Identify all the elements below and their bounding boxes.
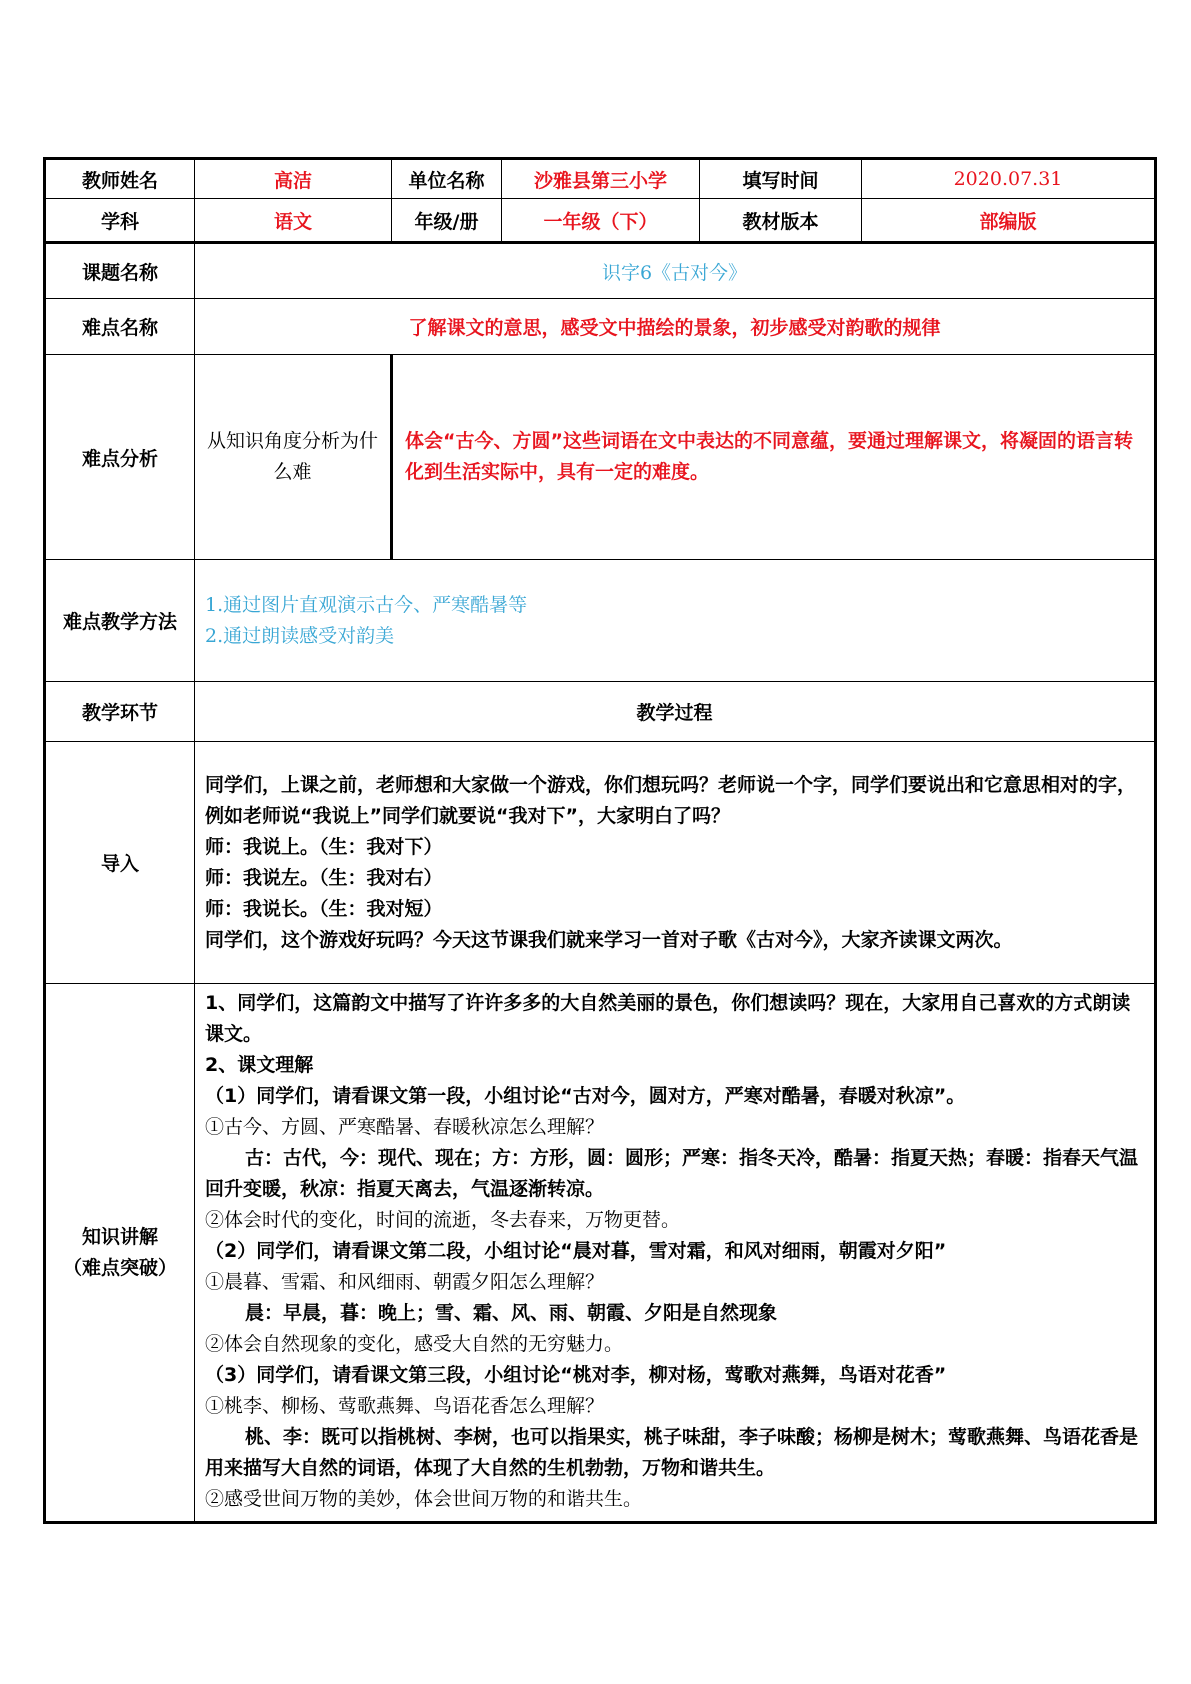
unit-value: 沙雅县第三小学 (502, 159, 700, 199)
grade-value: 一年级（下） (502, 199, 700, 243)
knowledge-line-12: ①桃李、柳杨、莺歌燕舞、鸟语花香怎么理解？ (205, 1395, 605, 1417)
analysis-sub-label: 从知识角度分析为什么难 (195, 355, 392, 560)
knowledge-label (45, 984, 195, 1523)
topic-label: 课题名称 (45, 243, 195, 299)
intro-row (45, 742, 1156, 984)
knowledge-line-10: ②体会自然现象的变化，感受大自然的无穷魅力。 (205, 1333, 624, 1355)
method-item-2: 2.通过朗读感受对韵美 (205, 624, 395, 647)
knowledge-row (45, 984, 1156, 1523)
analysis-value: 体会“古今、方圆”这些词语在文中表达的不同意蕴，要通过理解课文，将凝固的语言转化到生活实际中，具有一定的难度。 (392, 355, 1156, 560)
method-label: 难点教学方法 (45, 560, 195, 682)
intro-label: 导入 (45, 742, 195, 984)
method-row (45, 560, 1156, 682)
topic-row (45, 243, 1156, 299)
knowledge-line-7: （2）同学们，请看课文第二段，小组讨论“晨对暮，雪对霜，和风对细雨，朝霞对夕阳” (205, 1240, 947, 1262)
knowledge-line-11: （3）同学们，请看课文第三段，小组讨论“桃对李，柳对杨，莺歌对燕舞，鸟语对花香” (205, 1364, 947, 1386)
difficulty-row (45, 299, 1156, 355)
process-header-row (45, 682, 1156, 742)
intro-line-1: 同学们，上课之前，老师想和大家做一个游戏，你们想玩吗？老师说一个字，同学们要说出和它意思相对的字，例如老师说“我说上”同学们就要说“我对下”，大家明白了吗？ (205, 773, 1137, 827)
analysis-row (45, 355, 1156, 560)
intro-line-2: 师：我说上。（生：我对下） (205, 835, 443, 858)
date-label: 填写时间 (700, 159, 862, 199)
knowledge-content (195, 984, 1156, 1523)
intro-line-3: 师：我说左。（生：我对右） (205, 866, 443, 889)
intro-line-5: 同学们，这个游戏好玩吗？今天这节课我们就来学习一首对子歌《古对今》，大家齐读课文两次。 (205, 928, 1013, 951)
process-stage-label: 教学环节 (45, 682, 195, 742)
edition-value: 部编版 (862, 199, 1156, 243)
teacher-value: 高洁 (195, 159, 392, 199)
knowledge-line-6: ②体会时代的变化，时间的流逝，冬去春来，万物更替。 (205, 1209, 681, 1231)
header-row-2 (45, 199, 1156, 243)
process-title: 教学过程 (195, 682, 1156, 742)
subject-value: 语文 (195, 199, 392, 243)
header-row-1 (45, 159, 1156, 199)
knowledge-line-3: （1）同学们，请看课文第一段，小组讨论“古对今，圆对方，严寒对酷暑，春暖对秋凉”。 (205, 1085, 966, 1107)
knowledge-line-13: 桃、李：既可以指桃树、李树，也可以指果实，桃子味甜，李子味酸；杨柳是树木；莺歌燕舞、鸟语花香是用来描写大自然的词语，体现了大自然的生机勃勃，万物和谐共生。 (205, 1426, 1139, 1479)
knowledge-line-2: 2、课文理解 (205, 1054, 314, 1076)
intro-content (195, 742, 1156, 984)
teacher-label: 教师姓名 (45, 159, 195, 199)
subject-label: 学科 (45, 199, 195, 243)
lesson-plan (43, 157, 1154, 1524)
knowledge-line-8: ①晨暮、雪霜、和风细雨、朝霞夕阳怎么理解？ (205, 1271, 605, 1293)
lesson-plan-table (43, 157, 1157, 1524)
knowledge-label-2: （难点突破） (62, 1256, 177, 1279)
knowledge-line-4: ①古今、方圆、严寒酷暑、春暖秋凉怎么理解？ (205, 1116, 605, 1138)
analysis-label: 难点分析 (45, 355, 195, 560)
knowledge-label-1: 知识讲解 (81, 1225, 158, 1248)
method-item-1: 1.通过图片直观演示古今、严寒酷暑等 (205, 593, 528, 616)
intro-line-4: 师：我说长。（生：我对短） (205, 897, 443, 920)
knowledge-line-14: ②感受世间万物的美妙，体会世间万物的和谐共生。 (205, 1488, 643, 1510)
topic-value: 识字6《古对今》 (195, 243, 1156, 299)
date-value: 2020.07.31 (862, 159, 1156, 199)
knowledge-line-1: 1、同学们，这篇韵文中描写了许许多多的大自然美丽的景色，你们想读吗？现在，大家用自己喜欢的方式朗读课文。 (205, 992, 1131, 1045)
knowledge-line-5: 古：古代，今：现代、现在；方：方形，圆：圆形；严寒：指冬天冷，酷暑：指夏天热；春暖：指春天气温回升变暖，秋凉：指夏天离去，气温逐渐转凉。 (205, 1147, 1139, 1200)
edition-label: 教材版本 (700, 199, 862, 243)
method-items (195, 560, 1156, 682)
unit-label: 单位名称 (392, 159, 502, 199)
difficulty-label: 难点名称 (45, 299, 195, 355)
difficulty-value: 了解课文的意思，感受文中描绘的景象，初步感受对韵歌的规律 (195, 299, 1156, 355)
grade-label: 年级/册 (392, 199, 502, 243)
knowledge-line-9: 晨：早晨，暮：晚上；雪、霜、风、雨、朝霞、夕阳是自然现象 (245, 1302, 778, 1324)
